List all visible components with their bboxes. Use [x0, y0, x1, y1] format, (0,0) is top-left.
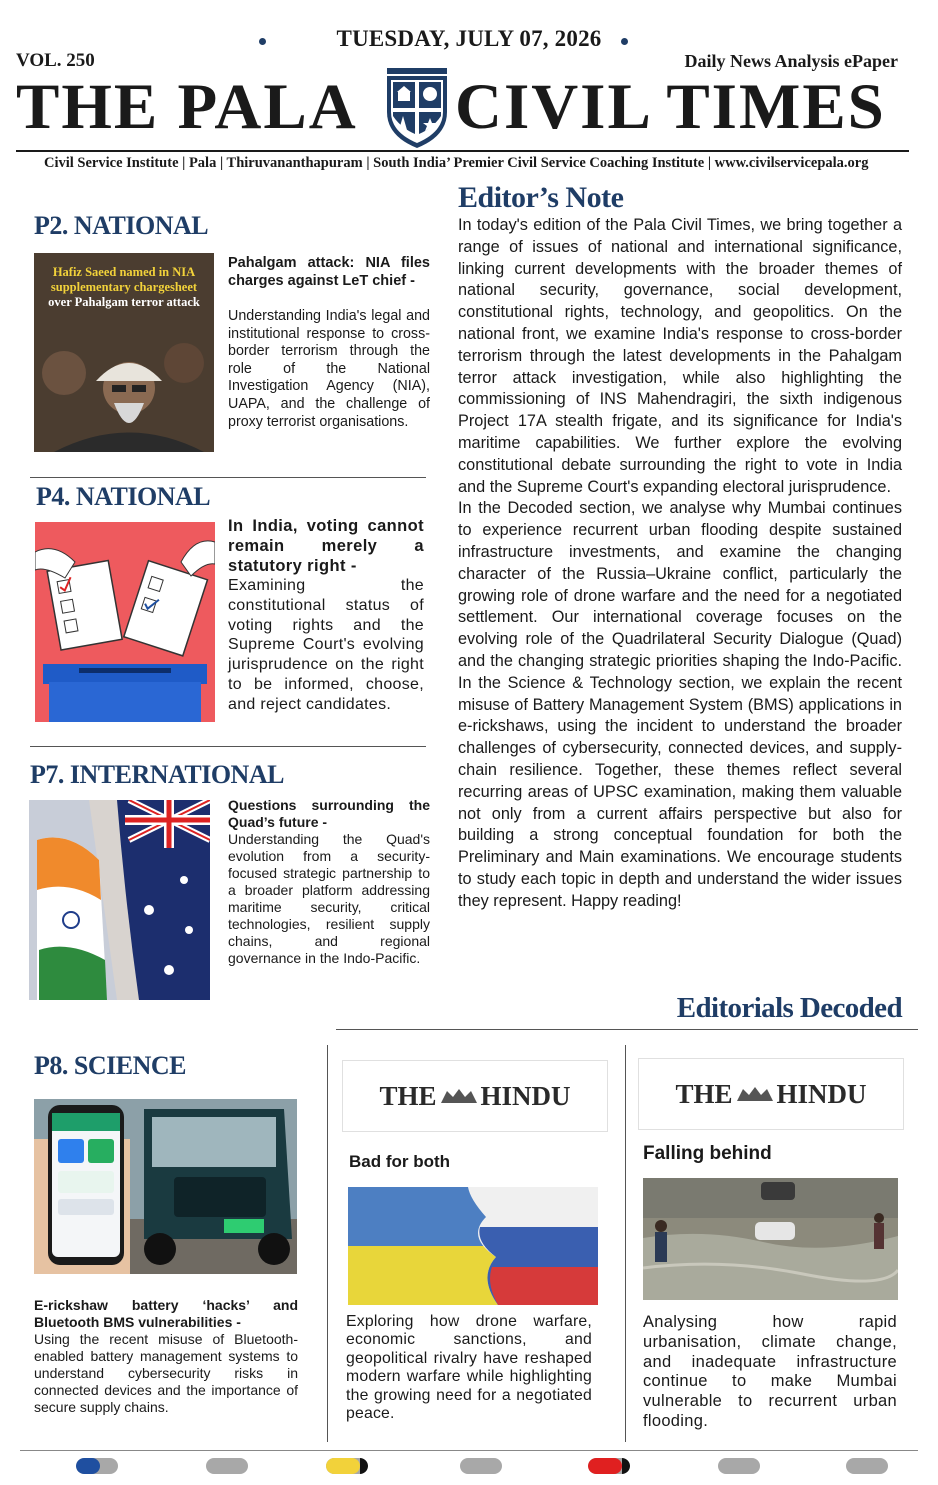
erickshaw-photo-icon — [34, 1099, 297, 1274]
article-summary-p7: Understanding the Quad's evolution from a security-focused strategic partnership to a broader platform addressing maritime security, critical technologies, resilient supply chains, and regional governance in the Indo-Pacific. — [228, 831, 430, 966]
issue-date: TUESDAY, JULY 07, 2026 — [336, 26, 602, 51]
ballot-box-icon — [35, 522, 215, 722]
institute-tagline: Civil Service Institute | Pala | Thiruvananthapuram | South India’ Premier Civil Service Coaching Institute | www.civilservicepala.org — [44, 155, 869, 171]
article-headline-p4[interactable]: In India, voting cannot remain merely a statutory right - — [228, 517, 424, 575]
article-summary-p8: Using the recent misuse of Bluetooth-enabled battery management systems to understand cybersecurity risks in connected devices and the importance of secure supply chains. — [34, 1331, 298, 1415]
article-image-erickshaw[interactable] — [34, 1099, 297, 1274]
image-caption-line-2: supplementary chargesheet — [50, 280, 198, 294]
image-caption-line-1: Hafiz Saeed named in NIA — [52, 265, 196, 279]
flags-photo-icon — [29, 800, 210, 1000]
section-divider — [30, 746, 426, 747]
editors-note-title: Editor’s Note — [458, 181, 624, 214]
masthead-title-right: CIVIL TIMES — [455, 71, 886, 143]
hindu-emblem-icon — [439, 1087, 479, 1105]
decoded-divider — [336, 1029, 918, 1030]
edition-label: Daily News Analysis ePaper — [684, 51, 898, 71]
nav-pill-1[interactable] — [76, 1458, 118, 1474]
header-divider — [16, 150, 909, 152]
article-headline-p8[interactable]: E-rickshaw battery ‘hacks’ and Bluetooth BMS vulnerabilities - — [34, 1297, 298, 1330]
nav-pill-4[interactable] — [460, 1458, 502, 1474]
decoded-image-flags[interactable] — [348, 1187, 598, 1305]
ukraine-russia-flags-icon — [348, 1187, 598, 1305]
section-heading-p8: P8. SCIENCE — [34, 1051, 186, 1080]
editorials-decoded-title: Editorials Decoded — [676, 992, 902, 1024]
decoded-summary-1: Exploring how drone warfare, economic sanctions, and geopolitical rivalry have reshaped modern warfare while highlighting the growing need for a negotiated peace. — [346, 1313, 592, 1423]
editors-note-paragraph-1: In today's edition of the Pala Civil Times, we bring together a range of issues of national and international significance, linking current developments with the broader themes of national security, governance, social development, constitutional rights, technology, and geopolitics. On the national front, we examine India's response to cross-border terrorism through the latest developments in the Pahalgam terror attack investigation, while also highlighting the commissioning of INS Mahendragiri, the sixth indigenous Project 17A stealth frigate, and its significance for India's maritime capabilities. We further explore the evolving constitutional debate surrounding the right to vote in India and the Supreme Court's expanding electoral jurisprudence. — [458, 216, 902, 496]
decoded-image-flood[interactable] — [643, 1178, 898, 1300]
section-heading-p4: P4. NATIONAL — [36, 482, 211, 511]
article-headline-p2[interactable]: Pahalgam attack: NIA files charges against LeT chief - — [228, 255, 430, 289]
the-hindu-logo: THE HINDU — [342, 1060, 608, 1132]
article-image-pahalgam[interactable] — [34, 253, 214, 452]
article-image-quad[interactable] — [29, 800, 210, 1000]
volume-number: VOL. 250 — [16, 50, 95, 71]
hindu-emblem-icon — [735, 1085, 775, 1103]
section-heading-p2: P2. NATIONAL — [34, 211, 209, 240]
article-image-voting[interactable] — [35, 522, 215, 722]
nav-pill-2[interactable] — [206, 1458, 248, 1474]
section-divider — [30, 477, 426, 478]
column-divider — [625, 1045, 626, 1442]
nav-pill-7[interactable] — [846, 1458, 888, 1474]
masthead-title-left: THE PALA — [16, 71, 358, 143]
decoded-headline-1[interactable]: Bad for both — [349, 1152, 451, 1171]
the-hindu-logo: THE HINDU — [638, 1058, 904, 1130]
footer-divider — [20, 1450, 918, 1451]
decoded-summary-2: Analysing how rapid urbanisation, climate change, and inadequate infrastructure continue to make Mumbai vulnerable to recurrent urban flooding. — [643, 1313, 897, 1430]
article-summary-p4: Examining the constitutional status of voting rights and the Supreme Court's evolving jurisprudence on the right to be informed, choose, and reject candidates. — [228, 577, 424, 713]
section-heading-p7: P7. INTERNATIONAL — [30, 760, 284, 789]
article-summary-p2: Understanding India's legal and institutional response to cross-border terrorism through the role of the National Investigation Agency (NIA), UAPA, and the challenge of proxy terrorist organisations. — [228, 308, 430, 430]
article-headline-p7[interactable]: Questions surrounding the Quad’s future - — [228, 797, 430, 830]
nav-pill-6[interactable] — [718, 1458, 760, 1474]
column-divider — [327, 1045, 328, 1442]
shield-crest-icon — [383, 68, 451, 150]
decoded-headline-2[interactable]: Falling behind — [643, 1143, 772, 1164]
editors-note-body — [458, 215, 902, 913]
nav-pill-3[interactable] — [326, 1458, 368, 1474]
image-caption-line-3: over Pahalgam terror attack — [48, 295, 200, 309]
nav-pill-5[interactable] — [588, 1458, 630, 1474]
flood-photo-icon — [643, 1178, 898, 1300]
editors-note-paragraph-2: In the Decoded section, we analyse why Mumbai continues to experience recurrent urban flooding despite sustained infrastructure investments, and examine the changing character of the Russia–Ukraine conflict, particularly the growing role of drone warfare and the need for a negotiated settlement. Our international coverage focuses on the evolving role of the Quadrilateral Security Dialogue (Quad) and the changing strategic priorities shaping the Indo-Pacific. In the Science & Technology section, we explain the recent misuse of Battery Management System (BMS) applications in e-rickshaws, using the incident to understand the broader challenges of cybersecurity, connected devices, and supply-chain resilience. Together, these themes reflect several recurring areas of UPSC examination, making them valuable not only from a current affairs perspective but also for building a strong conceptual foundation for both the Preliminary and Main examinations. We encourage students to study each topic in depth and understand the wider issues they represent. Happy reading! — [458, 499, 902, 910]
